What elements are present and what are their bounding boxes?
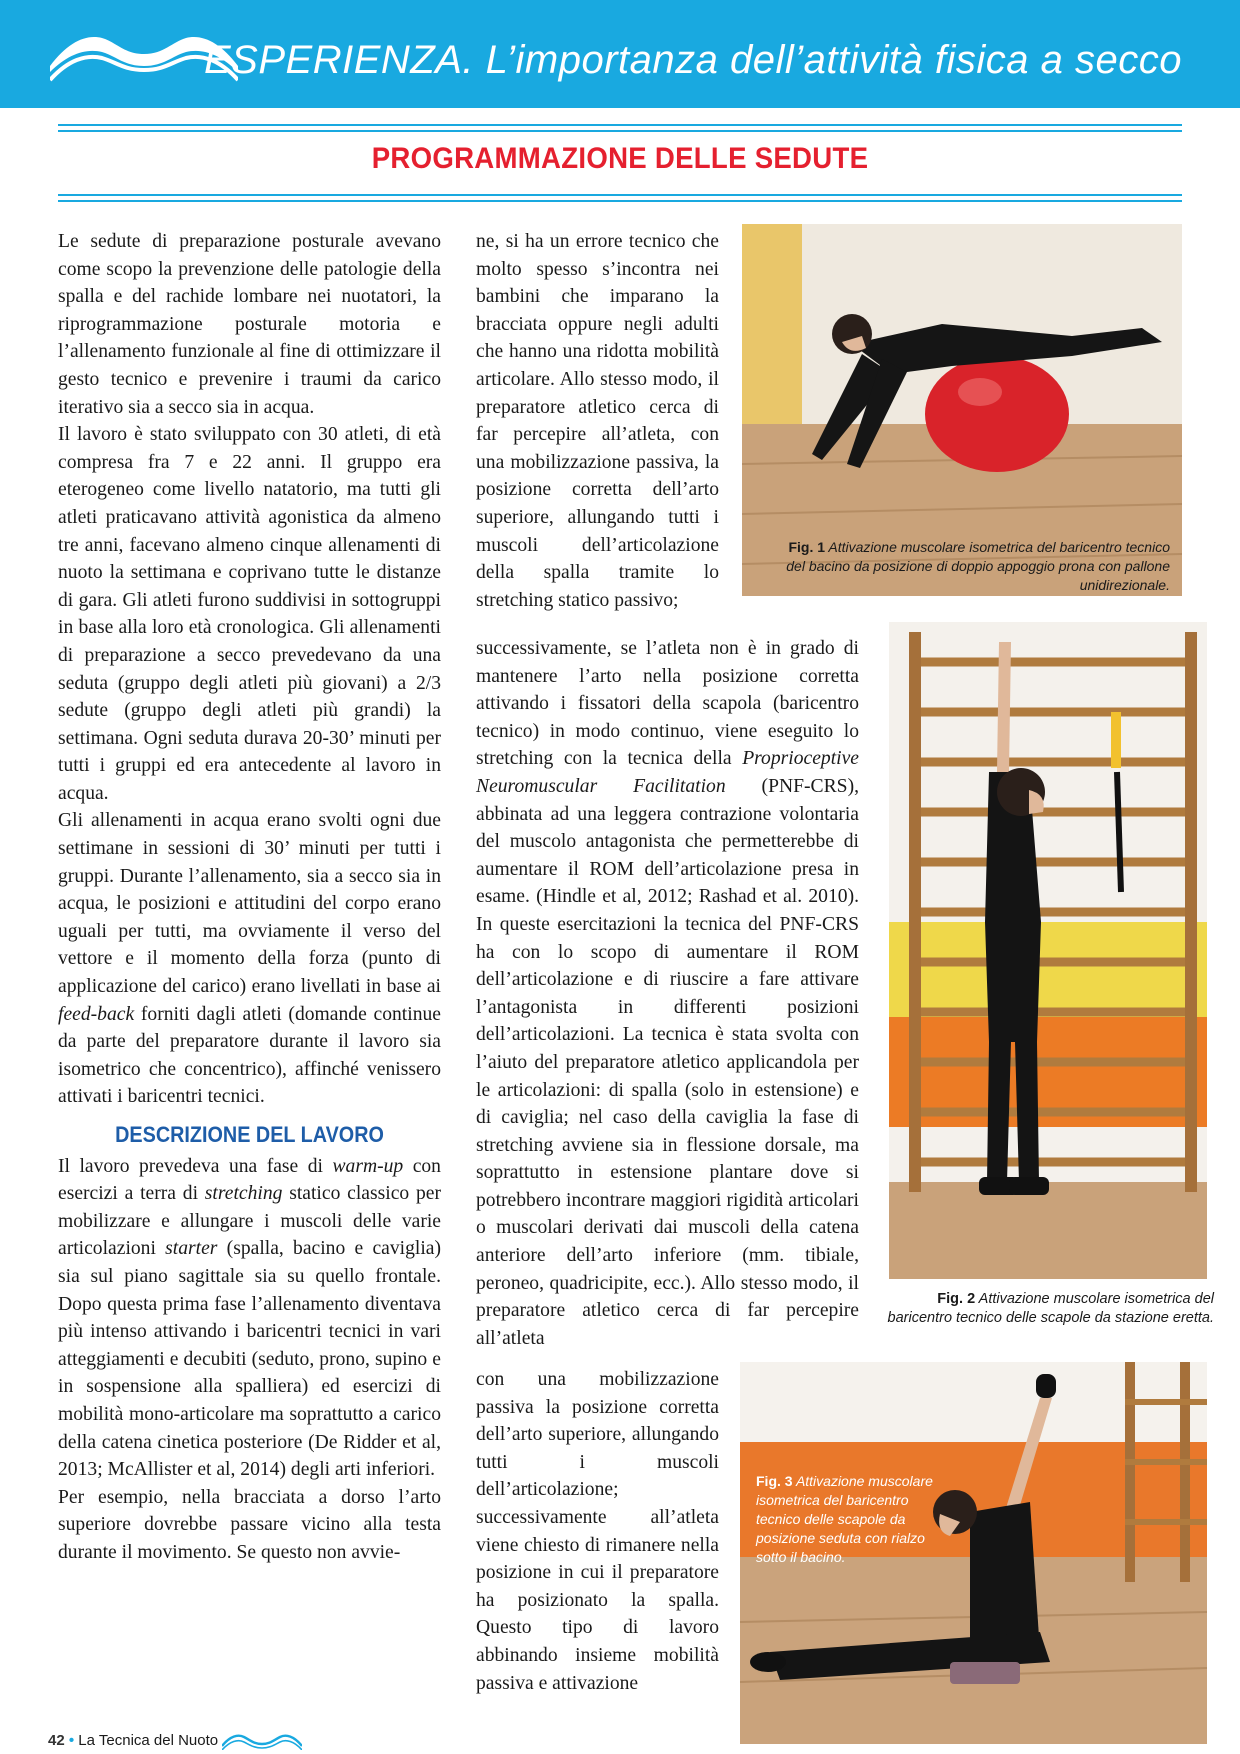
footer-wave-logo-icon — [222, 1732, 302, 1750]
figure-2-label: Fig. 2 — [937, 1291, 976, 1307]
top-rule-3 — [58, 194, 1182, 196]
top-rule-1 — [58, 124, 1182, 126]
figure-1-label: Fig. 1 — [788, 539, 826, 555]
paragraph-intro: Le sedute di preparazione posturale avevano come scopo la prevenzione delle patologie della spalla e del rachide lombare nei nuotatori, la riprogrammazione posturale motoria e l’allenamento funzionale al fine di ottimizzare il gesto tecnico e prevenire i traumi da carico iterativo sia a secco sia in acqua. — [58, 231, 441, 418]
figure-2 — [889, 622, 1207, 1279]
top-rule-2 — [58, 130, 1182, 132]
figure-3-caption-text: Attivazione muscolare isometrica del baricentro tecnico delle scapole da posizione seduta con rialzo sotto il bacino. — [756, 1473, 933, 1565]
section-title: PROGRAMMAZIONE DELLE SEDUTE — [371, 142, 869, 175]
figure-2-photo — [889, 622, 1207, 1279]
paragraph-continuation: ne, si ha un errore tecnico che molto spesso s’incontra nei bambini che imparano la bracciata oppure negli adulti che hanno una ridotta mobilità articolare. Allo stesso modo, il preparatore atletico cerca di far percepire all’atleta, con una mobilizzazione passiva, la posizione corretta dell’arto superiore, allungando tutti i muscoli dell’articolazione della spalla tramite lo stretching statico passivo; — [476, 231, 719, 611]
figure-2-caption — [870, 1290, 1214, 1328]
header-banner — [0, 0, 1240, 108]
text-column-left — [58, 228, 441, 1567]
paragraph-work-description: Il lavoro prevedeva una fase di warm-up con esercizi a terra di stretching statico classico per mobilizzare e allungare i muscoli delle varie articolazioni starter (spalla, bacino e caviglia) sia sul piano sagittale sia su quello frontale. Dopo questa prima fase l’allenamento diventava più intenso attivando i baricentri tecnici in vari atteggiamenti e decubiti (seduto, prono, supino e in sospensione alla spalliera) ed esercizi di mobilità mono-articolare ma soprattutto a carico della catena cinetica posteriore (De Ridder et al, 2013; McAllister et al, 2014) degli arti inferiori. — [58, 1155, 441, 1481]
figure-3-label: Fig. 3 — [756, 1473, 793, 1489]
text-column-right-a — [476, 228, 719, 614]
figure-3-caption — [756, 1472, 946, 1567]
figure-2-caption-text: Attivazione muscolare isometrica del baricentro tecnico delle scapole da stazione eretta. — [887, 1291, 1214, 1326]
paragraph-water-training: Gli allenamenti in acqua erano svolti ogni due settimane in sessioni di 30’ minuti per tutti i gruppi. Durante l’allenamento, sia a secco sia in acqua, le posizioni e attitudini del corpo erano uguali per tutti, ma ovviamente il verso del vettore e il momento della forza (punto di applicazione del carico) erano livellati in base ai feed-back forniti dagli atleti (domande continue da parte del preparatore durante il lavoro sia isometrico che concentrico), affinché venissero attivati i baricentri tecnici. — [58, 810, 441, 1108]
footer — [48, 1732, 302, 1750]
subheading-description: DESCRIZIONE DEL LAVORO — [115, 1122, 384, 1147]
text-column-right-b — [476, 635, 859, 1352]
page-number: 42 — [48, 1732, 65, 1749]
text-column-right-c — [476, 1366, 719, 1697]
paragraph-athletes: Il lavoro è stato sviluppato con 30 atleti, di età compresa fra 7 e 22 anni. Il gruppo era eterogeneo come livello natatorio, ma tutti gli atleti praticavano attività agonistica da almeno tre anni, facevano almeno cinque allenamenti di nuoto la settimana e coprivano tutte le distanze di gara. Gli atleti furono suddivisi in sottogruppi in base alla loro età cronologica. Gli allenamenti di preparazione a secco prevedevano da una seduta (gruppo degli atleti più giovani) a 2/3 sedute (gruppo degli atleti più grandi) la settimana. Ogni seduta durava 20-30’ minuti per tutti i gruppi ed era antecedente al lavoro in acqua. — [58, 424, 441, 804]
magazine-name: La Tecnica del Nuoto — [78, 1732, 219, 1749]
paragraph-example: Per esempio, nella bracciata a dorso l’arto superiore dovrebbe passare vicino alla testa durante il movimento. Se questo non avvie- — [58, 1486, 441, 1563]
header-title: ESPERIENZA. L’importanza dell’attività fisica a secco — [203, 38, 1182, 82]
figure-1-caption — [770, 538, 1170, 595]
paragraph-pnf: successivamente, se l’atleta non è in grado di mantenere l’arto nella posizione corretta attivando i fissatori della scapola (baricentro tecnico) in modo continuo, viene eseguito lo stretching con la tecnica della Proprioceptive Neuromuscular Facilitation (PNF-CRS), abbinata ad una leggera contrazione volontaria del muscolo antagonista che permetterebbe di aumentare il ROM dell’articolazione presa in esame. (Hindle et al, 2012; Rashad et al. 2010). In queste esercitazioni la tecnica del PNF-CRS ha con lo scopo di aumentare il ROM dell’articolazione e di riuscire a fare attivare l’antagonista in differenti posizioni dell’articolazioni. La tecnica è stata svolta con l’aiuto del preparatore atletico applicandola per le articolazioni: di spalla (solo in estensione) e di caviglia; nel caso della caviglia la fase di stretching avviene sia in flessione dorsale, ma soprattutto in estensione plantare dove si potrebbero incontrare maggiori rigidità articolari o muscolari derivati dai muscoli della catena anteriore dell’arto inferiore (mm. tibiale, peroneo, quadricipite, ecc.). Allo stesso modo, il preparatore atletico cerca di far percepire all’atleta — [476, 638, 859, 1349]
figure-1-caption-text: Attivazione muscolare isometrica del baricentro tecnico del bacino da posizione di doppio appoggio prona con pallone unidirezionale. — [786, 539, 1170, 593]
footer-separator: • — [68, 1732, 75, 1749]
paragraph-passive-mobility: con una mobilizzazione passiva la posizione corretta dell’arto superiore, allungando tutti i muscoli dell’articolazione; successivamente all’atleta viene chiesto di rimanere nella posizione in cui il preparatore ha posizionato la spalla. Questo tipo di lavoro abbinando insieme mobilità passiva e attivazione — [476, 1369, 719, 1694]
top-rule-4 — [58, 200, 1182, 202]
